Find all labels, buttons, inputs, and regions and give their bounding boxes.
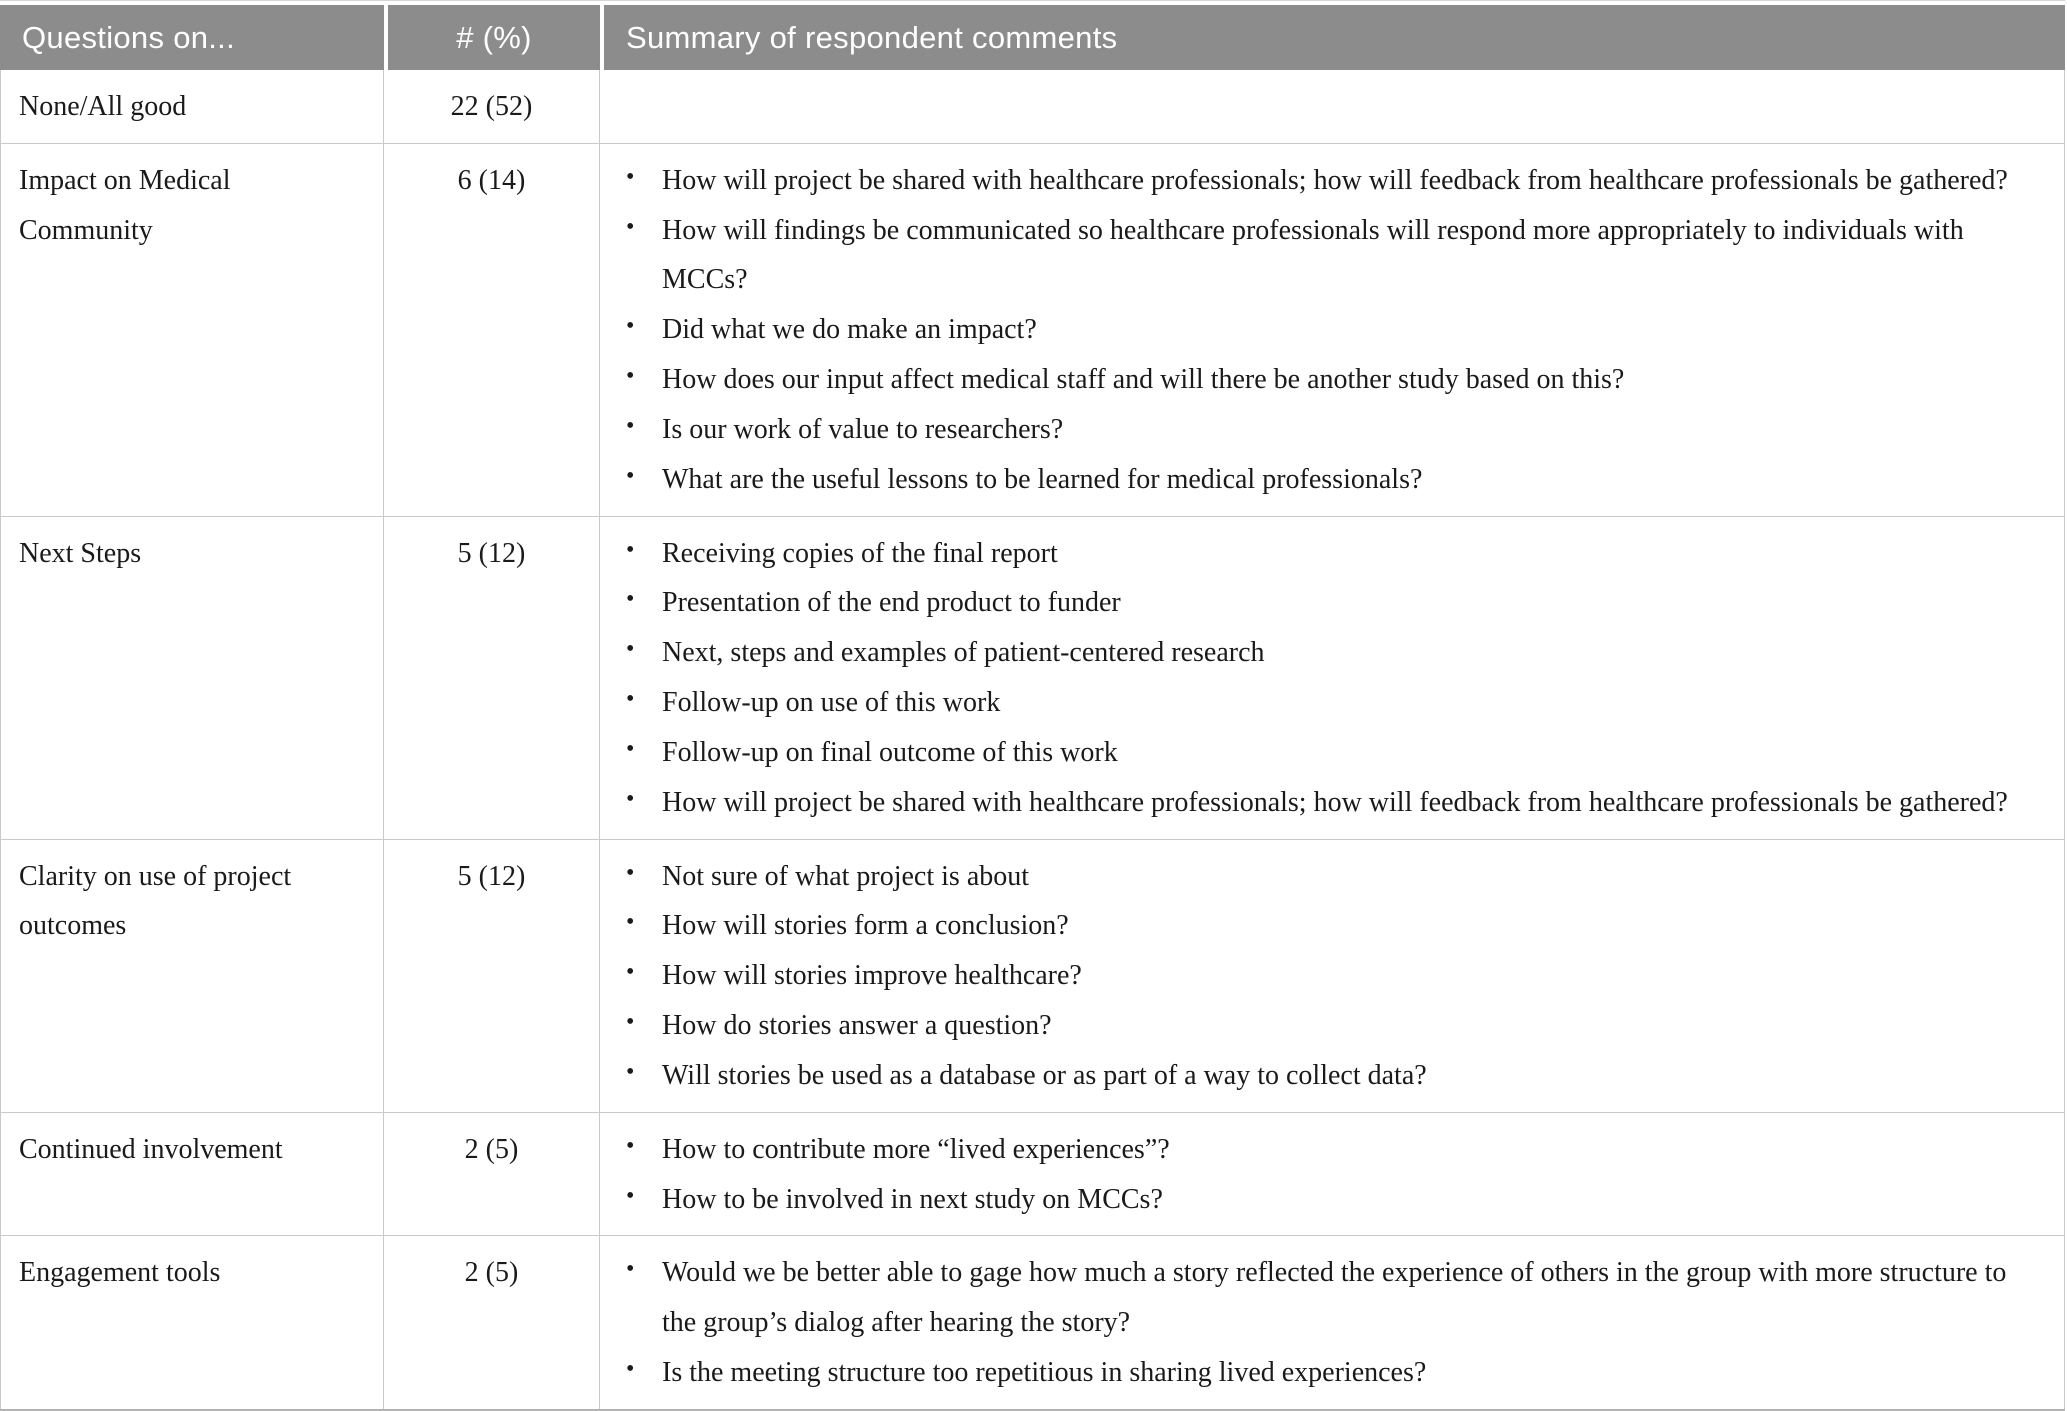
col-header-summary: Summary of respondent comments	[600, 5, 2065, 70]
bullet-icon: •	[626, 313, 635, 340]
comment-text: Would we be better able to gage how much a story reflected the experience of others in the group with more structure to the group’s dialog after hearing the story?	[662, 1257, 2007, 1339]
comment-text: How do stories answer a question?	[662, 1010, 1052, 1042]
bullet-icon: •	[626, 1132, 635, 1159]
bullet-icon: •	[626, 959, 635, 986]
comment-item	[626, 1348, 2044, 1398]
bullet-icon: •	[626, 363, 635, 390]
count-cell: 2 (5)	[384, 1236, 600, 1408]
comment-item	[626, 1051, 2044, 1101]
comment-text: How will project be shared with healthcare professionals; how will feedback from healthcare professionals be gathered?	[662, 786, 2008, 818]
bullet-icon: •	[626, 1058, 635, 1085]
col-header-count: # (%)	[384, 5, 600, 70]
comment-item	[626, 778, 2044, 828]
comment-text: Not sure of what project is about	[662, 860, 1030, 892]
table-row	[0, 144, 2065, 517]
comment-item	[626, 728, 2044, 778]
comment-item	[626, 578, 2044, 628]
comment-text: Is the meeting structure too repetitious in sharing lived experiences?	[662, 1357, 1427, 1389]
comment-item	[626, 1125, 2044, 1175]
comment-item	[626, 156, 2044, 206]
comments-cell	[600, 1236, 2065, 1408]
bullet-icon: •	[626, 163, 635, 190]
bullet-icon: •	[626, 1256, 635, 1283]
comment-item	[626, 305, 2044, 355]
respondent-comments-table	[0, 5, 2065, 1409]
bullet-icon: •	[626, 785, 635, 812]
comment-text: What are the useful lessons to be learned for medical professionals?	[662, 463, 1423, 495]
count-cell: 5 (12)	[384, 840, 600, 1113]
count-cell: 2 (5)	[384, 1113, 600, 1237]
comment-text: How will project be shared with healthcare professionals; how will feedback from healthcare professionals be gathered?	[662, 164, 2008, 196]
bullet-icon: •	[626, 909, 635, 936]
bullet-icon: •	[626, 735, 635, 762]
count-cell: 22 (52)	[384, 70, 600, 144]
bullet-icon: •	[626, 586, 635, 613]
comment-item	[626, 529, 2044, 579]
comment-item	[626, 951, 2044, 1001]
bullet-icon: •	[626, 412, 635, 439]
comments-cell	[600, 840, 2065, 1113]
topic-cell: Continued involvement	[0, 1113, 384, 1237]
table-body	[0, 70, 2065, 1409]
table-row	[0, 70, 2065, 144]
topic-cell: None/All good	[0, 70, 384, 144]
comment-item	[626, 405, 2044, 455]
comment-item	[626, 852, 2044, 902]
comments-cell	[600, 1113, 2065, 1237]
topic-cell: Next Steps	[0, 517, 384, 840]
comment-text: Follow-up on final outcome of this work	[662, 736, 1118, 768]
bullet-icon: •	[626, 636, 635, 663]
count-cell: 6 (14)	[384, 144, 600, 517]
comment-item	[626, 1001, 2044, 1051]
comment-text: Will stories be used as a database or as part of a way to collect data?	[662, 1059, 1427, 1091]
comment-item	[626, 678, 2044, 728]
comment-text: How will stories form a conclusion?	[662, 910, 1069, 942]
comment-text: Follow-up on use of this work	[662, 687, 1001, 719]
table-row	[0, 840, 2065, 1113]
topic-cell: Impact on Medical Community	[0, 144, 384, 517]
bullet-icon: •	[626, 213, 635, 240]
comments-cell	[600, 144, 2065, 517]
comment-text: Did what we do make an impact?	[662, 314, 1037, 346]
comment-item	[626, 206, 2044, 306]
comment-text: How will findings be communicated so healthcare professionals will respond more appropriately to individuals with MCCs?	[662, 214, 1964, 296]
comment-item	[626, 355, 2044, 405]
comments-cell	[600, 517, 2065, 840]
table-row	[0, 517, 2065, 840]
comment-item	[626, 1175, 2044, 1225]
table-row	[0, 1236, 2065, 1408]
header-row	[0, 5, 2065, 70]
comments-cell	[600, 70, 2065, 144]
comment-text: Next, steps and examples of patient-centered research	[662, 637, 1265, 669]
bullet-icon: •	[626, 859, 635, 886]
topic-cell: Clarity on use of project outcomes	[0, 840, 384, 1113]
comment-text: Is our work of value to researchers?	[662, 413, 1064, 445]
table-row	[0, 1113, 2065, 1237]
comment-text: How does our input affect medical staff and will there be another study based on this?	[662, 364, 1625, 396]
bullet-icon: •	[626, 1182, 635, 1209]
comment-text: Receiving copies of the final report	[662, 537, 1058, 569]
bullet-icon: •	[626, 536, 635, 563]
comment-item	[626, 455, 2044, 505]
bullet-icon: •	[626, 1356, 635, 1383]
bullet-icon: •	[626, 1009, 635, 1036]
comment-text: How will stories improve healthcare?	[662, 960, 1082, 992]
comment-item	[626, 1248, 2044, 1348]
comment-text: Presentation of the end product to funder	[662, 587, 1121, 619]
bullet-icon: •	[626, 686, 635, 713]
bullet-icon: •	[626, 462, 635, 489]
comment-item	[626, 901, 2044, 951]
comment-text: How to contribute more “lived experiences”?	[662, 1133, 1170, 1165]
comment-text: How to be involved in next study on MCCs?	[662, 1183, 1163, 1215]
comment-item	[626, 628, 2044, 678]
topic-cell: Engagement tools	[0, 1236, 384, 1408]
col-header-questions: Questions on...	[0, 5, 384, 70]
count-cell: 5 (12)	[384, 517, 600, 840]
